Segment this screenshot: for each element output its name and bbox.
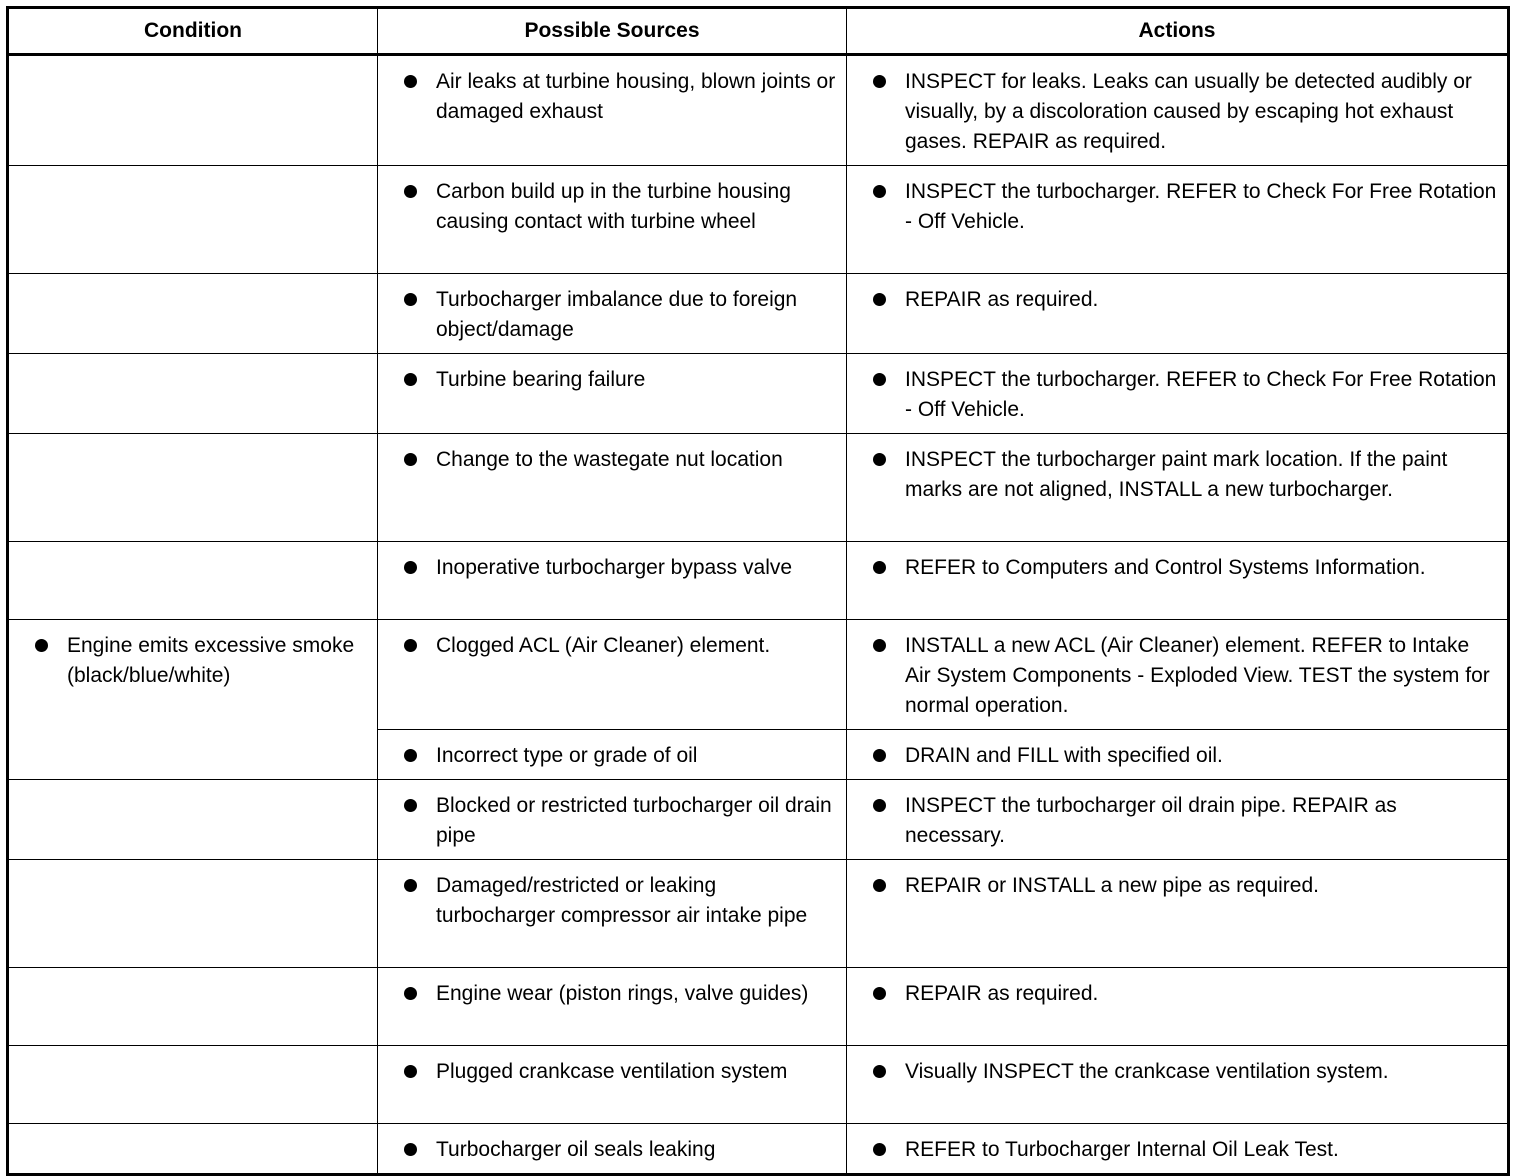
action-cell [847,730,1509,780]
bullet-icon [873,799,886,812]
condition-cell-empty [8,542,378,620]
action-cell [847,55,1509,166]
header-possible-sources: Possible Sources [378,8,847,55]
source-cell [378,274,847,354]
source-text: Inoperative turbocharger bypass valve [436,556,793,579]
header-condition: Condition [8,8,378,55]
action-text: Visually INSPECT the crankcase ventilation system. [905,1060,1389,1083]
source-cell [378,968,847,1046]
bullet-icon [404,749,417,762]
source-cell [378,620,847,730]
source-text: Carbon build up in the turbine housing causing contact with turbine wheel [436,180,791,233]
bullet-icon [404,879,417,892]
source-cell [378,1124,847,1175]
action-text: REPAIR as required. [905,982,1099,1005]
source-text: Turbocharger imbalance due to foreign object/damage [436,288,798,341]
source-text: Turbine bearing failure [436,368,646,391]
action-cell [847,1046,1509,1124]
source-text: Turbocharger oil seals leaking [436,1138,716,1161]
condition-cell-empty [8,166,378,274]
header-actions: Actions [847,8,1509,55]
bullet-icon [873,749,886,762]
condition-cell-empty [8,1124,378,1175]
source-text: Damaged/restricted or leaking turbocharger compressor air intake pipe [436,874,808,927]
condition-cell-empty [8,274,378,354]
table-row [8,780,1509,860]
condition-cell-empty [8,434,378,542]
bullet-icon [404,293,417,306]
source-text: Incorrect type or grade of oil [436,744,698,767]
action-text: INSPECT the turbocharger paint mark location. If the paint marks are not aligned, INSTALL a new turbocharger. [905,448,1448,501]
action-text: REFER to Computers and Control Systems Information. [905,556,1426,579]
source-cell [378,55,847,166]
source-text: Change to the wastegate nut location [436,448,783,471]
table-row [8,354,1509,434]
table-row [8,542,1509,620]
action-cell [847,780,1509,860]
condition-cell-empty [8,780,378,860]
table-row [8,434,1509,542]
condition-cell-empty [8,354,378,434]
bullet-icon [873,1143,886,1156]
bullet-icon [404,1065,417,1078]
action-text: REPAIR or INSTALL a new pipe as required. [905,874,1319,897]
bullet-icon [873,987,886,1000]
bullet-icon [404,1143,417,1156]
bullet-icon [404,987,417,1000]
source-cell [378,730,847,780]
source-cell [378,434,847,542]
source-cell [378,1046,847,1124]
source-cell [378,542,847,620]
table-row [8,1124,1509,1175]
action-text: INSTALL a new ACL (Air Cleaner) element. REFER to Intake Air System Components - Exploded View. TEST the system for normal operation. [905,634,1490,717]
table-row [8,860,1509,968]
source-text: Engine wear (piston rings, valve guides) [436,982,809,1005]
action-cell [847,1124,1509,1175]
table-row [8,55,1509,166]
bullet-icon [404,799,417,812]
bullet-icon [404,185,417,198]
table-row [8,166,1509,274]
source-text: Plugged crankcase ventilation system [436,1060,788,1083]
action-text: DRAIN and FILL with specified oil. [905,744,1223,767]
table-row [8,620,1509,730]
bullet-icon [873,75,886,88]
action-text: INSPECT for leaks. Leaks can usually be detected audibly or visually, by a discoloration caused by escaping hot exhaust gases. REPAIR as required. [905,70,1472,153]
bullet-icon [404,373,417,386]
action-cell [847,434,1509,542]
action-cell [847,354,1509,434]
table-row [8,968,1509,1046]
diagnosis-table [6,6,1510,1176]
action-cell [847,166,1509,274]
bullet-icon [404,75,417,88]
bullet-icon [404,639,417,652]
action-text: INSPECT the turbocharger. REFER to Check For Free Rotation - Off Vehicle. [905,368,1497,421]
source-cell [378,166,847,274]
table-row [8,274,1509,354]
bullet-icon [35,639,48,652]
bullet-icon [873,1065,886,1078]
bullet-icon [873,639,886,652]
header-row [8,8,1509,55]
condition-cell-empty [8,1046,378,1124]
bullet-icon [873,879,886,892]
condition-cell-empty [8,55,378,166]
action-cell [847,860,1509,968]
source-text: Blocked or restricted turbocharger oil drain pipe [436,794,832,847]
source-cell [378,780,847,860]
action-text: REPAIR as required. [905,288,1099,311]
bullet-icon [404,561,417,574]
action-cell [847,274,1509,354]
condition-cell-empty [8,968,378,1046]
condition-text: Engine emits excessive smoke (black/blue/white) [67,634,355,687]
bullet-icon [873,561,886,574]
action-text: INSPECT the turbocharger oil drain pipe. REPAIR as necessary. [905,794,1397,847]
bullet-icon [404,453,417,466]
action-cell [847,968,1509,1046]
condition-cell [8,620,378,780]
source-text: Clogged ACL (Air Cleaner) element. [436,634,771,657]
bullet-icon [873,185,886,198]
action-text: REFER to Turbocharger Internal Oil Leak Test. [905,1138,1339,1161]
source-cell [378,354,847,434]
bullet-icon [873,373,886,386]
bullet-icon [873,293,886,306]
source-text: Air leaks at turbine housing, blown joints or damaged exhaust [436,70,836,123]
action-cell [847,620,1509,730]
source-cell [378,860,847,968]
action-text: INSPECT the turbocharger. REFER to Check For Free Rotation - Off Vehicle. [905,180,1497,233]
table-row [8,1046,1509,1124]
condition-cell-empty [8,860,378,968]
action-cell [847,542,1509,620]
bullet-icon [873,453,886,466]
